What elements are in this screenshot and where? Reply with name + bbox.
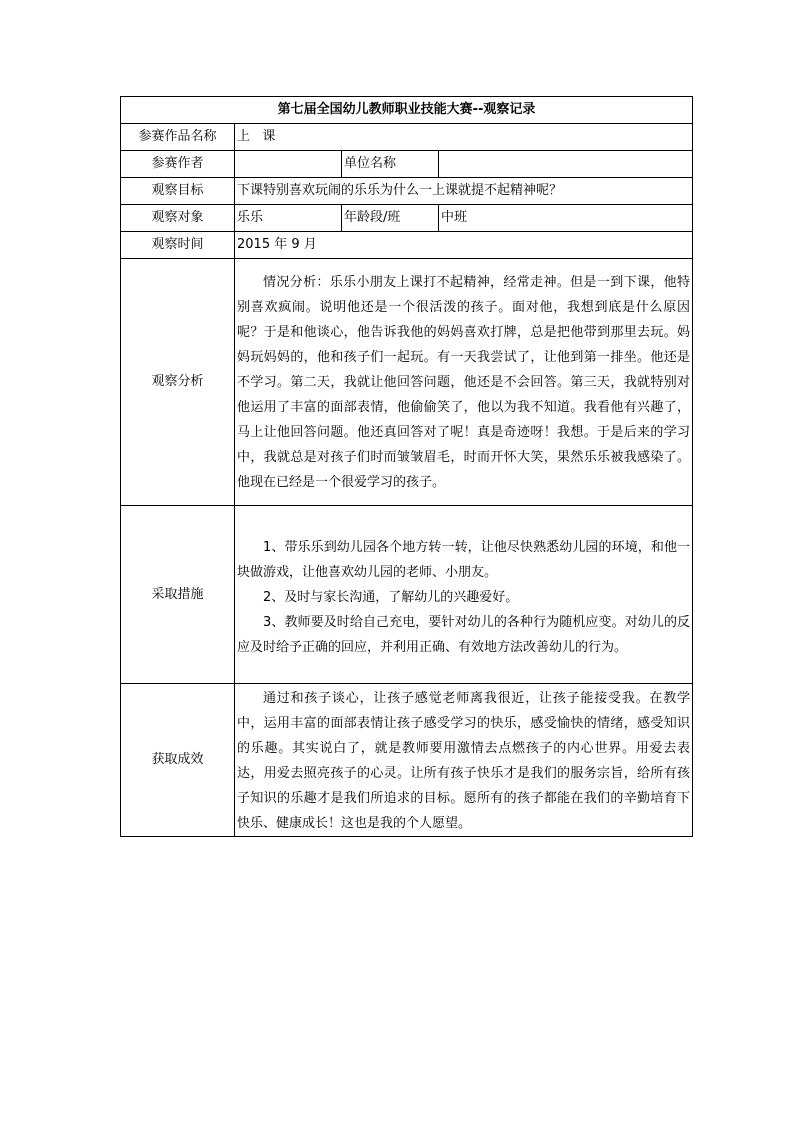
measure-item-2: 2、及时与家长沟通，了解幼儿的兴趣爱好。 bbox=[263, 590, 519, 605]
work-name-label: 参赛作品名称 bbox=[121, 124, 235, 151]
results-paragraph: 通过和孩子谈心，让孩子感觉老师离我很近，让孩子能接受我。在教学中，运用丰富的面部表情让孩子感受学习的快乐，感受愉快的情绪，感受知识的乐趣。其实说白了，就是教师要用激情去点燃孩子的内心世界。用爱去表达，用爱去照亮孩子的心灵。让所有孩子快乐才是我们的服务宗旨，给所有孩子知识的乐趣才是我们所追求的目标。愿所有的孩子都能在我们的辛勤培育下快乐、健康成长！这也是我的个人愿望。 bbox=[237, 691, 691, 831]
measure-item-3: 3、教师要及时给自己充电，要针对幼儿的各种行为随机应变。对幼儿的反应及时给予正确的回应，并利用正确、有效地方法改善幼儿的行为。 bbox=[237, 615, 691, 655]
results-content bbox=[235, 684, 693, 837]
page-title: 第七届全国幼儿教师职业技能大赛--观察记录 bbox=[121, 97, 693, 124]
analysis-label: 观察分析 bbox=[121, 259, 235, 506]
observation-record-table bbox=[120, 96, 693, 837]
subject-label: 观察对象 bbox=[121, 205, 235, 232]
age-class-label: 年龄段/班 bbox=[342, 205, 439, 232]
results-label: 获取成效 bbox=[121, 684, 235, 837]
unit-name-label: 单位名称 bbox=[342, 151, 439, 178]
age-class-value: 中班 bbox=[439, 205, 693, 232]
measures-label: 采取措施 bbox=[121, 506, 235, 684]
analysis-content bbox=[235, 259, 693, 506]
time-value: 2015 年 9 月 bbox=[235, 232, 693, 259]
work-name-value: 上 课 bbox=[235, 124, 693, 151]
time-label: 观察时间 bbox=[121, 232, 235, 259]
measures-content bbox=[235, 506, 693, 684]
measure-item-1: 1、带乐乐到幼儿园各个地方转一转，让他尽快熟悉幼儿园的环境，和他一块做游戏，让他喜欢幼儿园的老师、小朋友。 bbox=[237, 540, 691, 580]
goal-label: 观察目标 bbox=[121, 178, 235, 205]
goal-value: 下课特别喜欢玩闹的乐乐为什么一上课就提不起精神呢？ bbox=[235, 178, 693, 205]
author-label: 参赛作者 bbox=[121, 151, 235, 178]
analysis-paragraph: 情况分析：乐乐小朋友上课打不起精神，经常走神。但是一到下课，他特别喜欢疯闹。说明他还是一个很活泼的孩子。面对他，我想到底是什么原因呢？于是和他谈心，他告诉我他的妈妈喜欢打牌，总是把他带到那里去玩。妈妈玩妈妈的，他和孩子们一起玩。有一天我尝试了，让他到第一排坐。他还是不学习。第二天，我就让他回答问题，他还是不会回答。第三天，我就特别对他运用了丰富的面部表情，他偷偷笑了，他以为我不知道。我看他有兴趣了，马上让他回答问题。他还真回答对了呢！真是奇迹呀！我想。于是后来的学习中，我就总是对孩子们时而皱皱眉毛，时而开怀大笑，果然乐乐被我感染了。他现在已经是一个很爱学习的孩子。 bbox=[237, 274, 691, 490]
author-value bbox=[235, 151, 342, 178]
unit-name-value bbox=[439, 151, 693, 178]
subject-value: 乐乐 bbox=[235, 205, 342, 232]
